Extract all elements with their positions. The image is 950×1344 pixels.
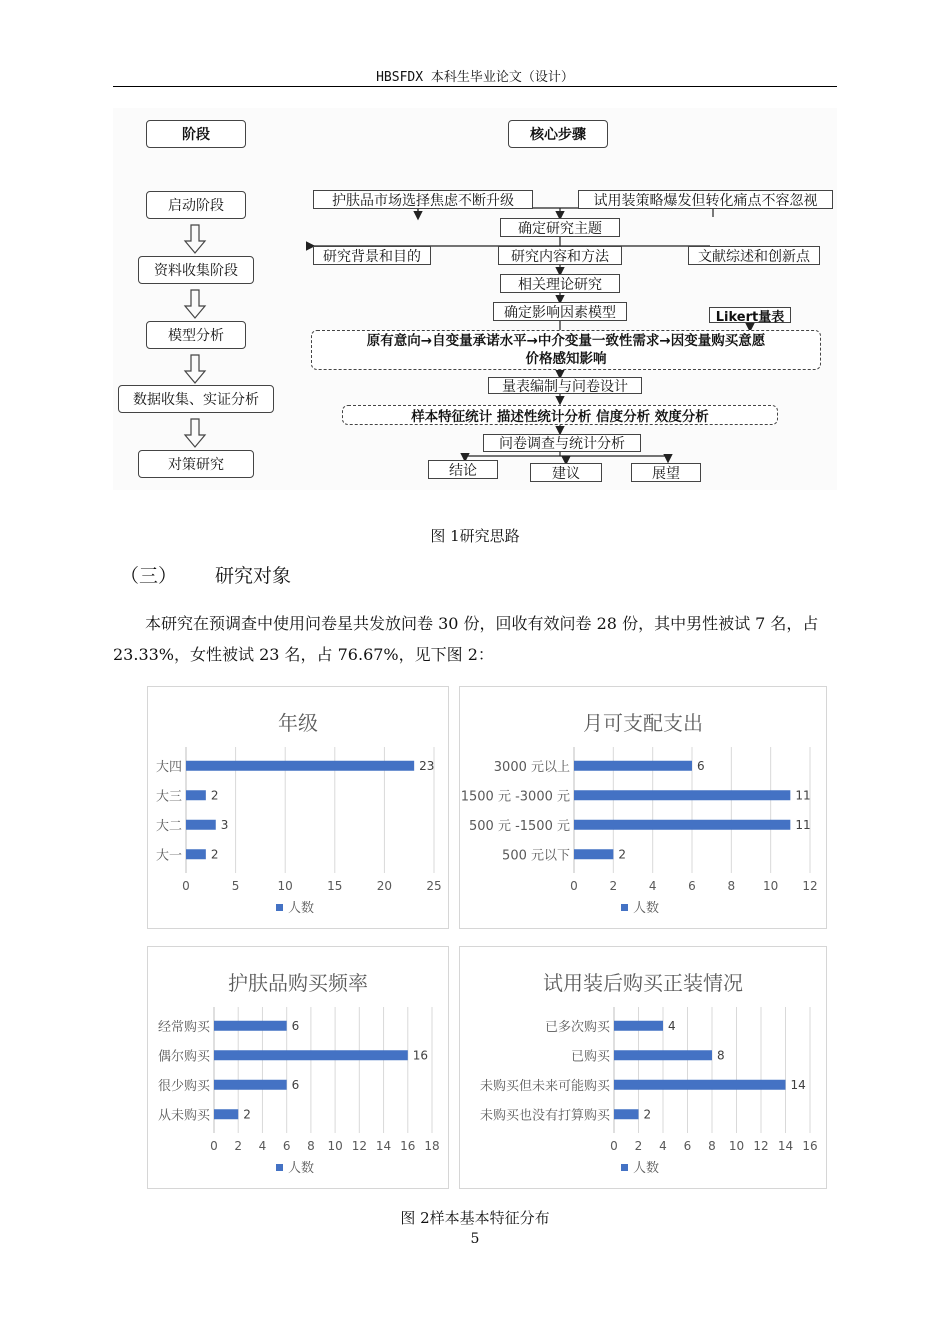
data-label: 2 bbox=[210, 788, 219, 803]
x-tick-label: 0 bbox=[570, 879, 578, 893]
chart-title: 月可支配支出 bbox=[583, 711, 703, 735]
flow-connectors bbox=[113, 108, 837, 490]
category-label: 3000 元以上 bbox=[493, 759, 570, 775]
bar bbox=[574, 820, 790, 830]
bar-chart-svg bbox=[460, 947, 826, 1188]
x-tick-label: 6 bbox=[282, 1139, 291, 1153]
variables-line-1: 原有意向→自变量承诺水平→中介变量一致性需求→因变量购买意愿 bbox=[366, 333, 766, 349]
step-literature: 文献综述和创新点 bbox=[688, 246, 820, 265]
x-tick-label: 2 bbox=[634, 1139, 643, 1153]
legend-label: 人数 bbox=[633, 901, 660, 916]
chart-title: 护肤品购买频率 bbox=[228, 971, 368, 995]
x-tick-label: 0 bbox=[610, 1139, 618, 1153]
data-label: 4 bbox=[668, 1018, 676, 1033]
data-label: 2 bbox=[243, 1107, 251, 1122]
category-label: 经常购买 bbox=[157, 1019, 210, 1035]
category-label: 已多次购买 bbox=[544, 1019, 610, 1035]
bar bbox=[574, 849, 613, 859]
legend-swatch bbox=[276, 1164, 283, 1171]
bar bbox=[214, 1050, 408, 1060]
section-number: （三） bbox=[120, 565, 178, 587]
step-trial: 试用装策略爆发但转化痛点不容忽视 bbox=[578, 190, 833, 209]
chart-grade bbox=[147, 686, 449, 929]
bar bbox=[614, 1050, 712, 1060]
x-tick-label: 12 bbox=[802, 879, 818, 893]
step-model: 确定影响因素模型 bbox=[493, 302, 627, 321]
chart-title: 年级 bbox=[278, 711, 318, 735]
x-tick-label: 4 bbox=[659, 1139, 667, 1153]
data-label: 2 bbox=[210, 847, 219, 862]
section-title: 研究对象 bbox=[215, 565, 292, 587]
data-label: 11 bbox=[795, 817, 811, 832]
bar bbox=[214, 1109, 238, 1119]
category-label: 500 元 -1500 元 bbox=[469, 818, 570, 834]
stage-model-analysis: 模型分析 bbox=[146, 321, 246, 349]
figure-2-caption: 图 2样本基本特征分布 bbox=[400, 1209, 550, 1227]
x-tick-label: 10 bbox=[277, 879, 293, 893]
data-label: 11 bbox=[795, 788, 811, 803]
figure-1-caption: 图 1研究思路 bbox=[430, 527, 520, 545]
stage-startup: 启动阶段 bbox=[146, 191, 246, 219]
steps-column-title: 核心步骤 bbox=[508, 120, 608, 148]
x-tick-label: 2 bbox=[234, 1139, 243, 1153]
page-header: HBSFDX 本科生毕业论文（设计） bbox=[376, 70, 574, 85]
category-label: 未购买但未来可能购买 bbox=[479, 1078, 610, 1094]
step-analysis: 样本特征统计 描述性统计分析 信度分析 效度分析 bbox=[342, 405, 778, 425]
x-tick-label: 10 bbox=[763, 879, 779, 893]
chart-purchase-frequency bbox=[147, 946, 449, 1189]
step-conclusion: 结论 bbox=[428, 460, 498, 479]
bar bbox=[214, 1021, 287, 1031]
x-tick-label: 16 bbox=[400, 1139, 416, 1153]
x-tick-label: 8 bbox=[727, 879, 736, 893]
category-label: 偶尔购买 bbox=[157, 1049, 210, 1065]
category-label: 已购买 bbox=[570, 1049, 610, 1065]
step-suggestion: 建议 bbox=[530, 463, 602, 482]
step-theory: 相关理论研究 bbox=[500, 274, 620, 293]
x-tick-label: 15 bbox=[327, 879, 343, 893]
body-paragraph: 本研究在预调查中使用问卷星共发放问卷 30 份，回收有效问卷 28 份，其中男性被试 7 名，占 23.33%，女性被试 23 名，占 76.67%，见下图 2： bbox=[113, 614, 819, 664]
bar-chart-svg bbox=[148, 947, 448, 1188]
x-tick-label: 12 bbox=[753, 1139, 769, 1153]
stage-column-title: 阶段 bbox=[146, 120, 246, 148]
likert-scale-note: Likert量表 bbox=[709, 307, 791, 323]
bar bbox=[614, 1109, 639, 1119]
data-label: 6 bbox=[697, 758, 705, 773]
bar bbox=[186, 790, 206, 800]
chart-monthly-spending bbox=[459, 686, 827, 929]
x-tick-label: 12 bbox=[351, 1139, 367, 1153]
x-tick-label: 14 bbox=[375, 1139, 392, 1153]
data-label: 3 bbox=[220, 817, 229, 832]
step-content: 研究内容和方法 bbox=[498, 246, 622, 265]
step-background: 研究背景和目的 bbox=[313, 246, 431, 265]
data-label: 6 bbox=[291, 1077, 300, 1092]
legend-swatch bbox=[621, 904, 628, 911]
step-topic: 确定研究主题 bbox=[500, 218, 620, 237]
step-survey: 问卷调查与统计分析 bbox=[483, 434, 641, 452]
x-tick-label: 6 bbox=[683, 1139, 692, 1153]
category-label: 大四 bbox=[155, 759, 182, 775]
x-tick-label: 20 bbox=[376, 879, 393, 893]
x-tick-label: 14 bbox=[777, 1139, 794, 1153]
category-label: 大一 bbox=[155, 848, 182, 864]
legend-label: 人数 bbox=[288, 1161, 315, 1176]
category-label: 从未购买 bbox=[157, 1108, 210, 1124]
legend-label: 人数 bbox=[288, 901, 315, 916]
step-outlook: 展望 bbox=[631, 463, 701, 482]
stage-countermeasures: 对策研究 bbox=[138, 450, 254, 478]
bar bbox=[186, 849, 206, 859]
x-tick-label: 8 bbox=[307, 1139, 315, 1153]
data-label: 6 bbox=[291, 1018, 300, 1033]
research-flowchart bbox=[113, 108, 837, 490]
category-label: 大二 bbox=[155, 818, 182, 834]
page-number: 5 bbox=[470, 1231, 480, 1247]
category-label: 未购买也没有打算购买 bbox=[479, 1108, 610, 1124]
bar bbox=[614, 1080, 786, 1090]
x-tick-label: 0 bbox=[182, 879, 190, 893]
bar bbox=[574, 761, 692, 771]
x-tick-label: 0 bbox=[210, 1139, 218, 1153]
x-tick-label: 2 bbox=[609, 879, 618, 893]
x-tick-label: 4 bbox=[258, 1139, 267, 1153]
bar-chart-svg bbox=[148, 687, 448, 928]
bar bbox=[214, 1080, 287, 1090]
category-label: 500 元以下 bbox=[502, 848, 570, 864]
bar bbox=[186, 761, 414, 771]
data-label: 23 bbox=[419, 758, 435, 773]
data-label: 2 bbox=[643, 1107, 652, 1122]
x-tick-label: 25 bbox=[426, 879, 442, 893]
step-market: 护肤品市场选择焦虑不断升级 bbox=[313, 190, 533, 209]
legend-label: 人数 bbox=[633, 1161, 660, 1176]
legend-swatch bbox=[621, 1164, 628, 1171]
bar bbox=[574, 790, 790, 800]
category-label: 很少购买 bbox=[157, 1078, 210, 1094]
x-tick-label: 6 bbox=[688, 879, 696, 893]
x-tick-label: 10 bbox=[728, 1139, 745, 1153]
stage-data-collection: 资料收集阶段 bbox=[138, 256, 254, 284]
legend-swatch bbox=[276, 904, 283, 911]
data-label: 2 bbox=[618, 847, 626, 862]
chart-title: 试用装后购买正装情况 bbox=[543, 971, 743, 995]
chart-trial-conversion bbox=[459, 946, 827, 1189]
x-tick-label: 4 bbox=[648, 879, 657, 893]
bar bbox=[186, 820, 216, 830]
bar-chart-svg bbox=[460, 687, 826, 928]
section-heading bbox=[120, 561, 291, 588]
x-tick-label: 5 bbox=[231, 879, 240, 893]
variables-line-2: 价格感知影响 bbox=[525, 351, 607, 367]
step-scale: 量表编制与问卷设计 bbox=[488, 377, 642, 394]
data-label: 8 bbox=[717, 1048, 725, 1063]
stage-empirical-analysis: 数据收集、实证分析 bbox=[118, 385, 274, 413]
data-label: 16 bbox=[412, 1048, 429, 1063]
x-tick-label: 16 bbox=[802, 1139, 818, 1153]
category-label: 1500 元 -3000 元 bbox=[460, 789, 570, 805]
bar bbox=[614, 1021, 663, 1031]
x-tick-label: 18 bbox=[424, 1139, 440, 1153]
data-label: 14 bbox=[790, 1077, 806, 1092]
x-tick-label: 8 bbox=[708, 1139, 716, 1153]
category-label: 大三 bbox=[155, 789, 182, 805]
header-rule bbox=[113, 86, 837, 87]
x-tick-label: 10 bbox=[327, 1139, 343, 1153]
step-variables bbox=[311, 330, 821, 370]
